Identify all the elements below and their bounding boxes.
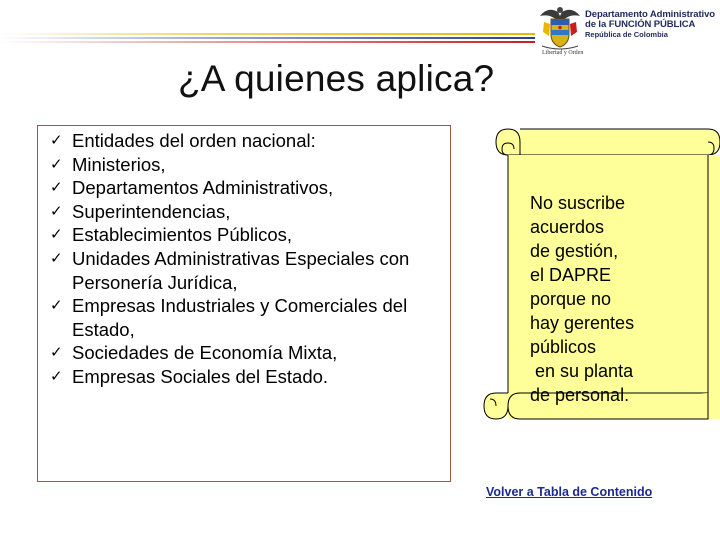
- check-icon: ✓: [50, 178, 63, 197]
- logo-text: [585, 10, 715, 40]
- dafp-logo: [538, 2, 718, 62]
- check-icon: ✓: [50, 343, 63, 362]
- list-item-text: Superintendencias,: [72, 200, 231, 222]
- entity-list: [50, 129, 450, 389]
- coat-of-arms-icon: [538, 2, 582, 52]
- list-item-text: Ministerios,: [72, 153, 166, 175]
- list-item: [50, 223, 450, 247]
- logo-motto: Libertad y Orden: [542, 50, 584, 56]
- check-icon: ✓: [50, 366, 63, 385]
- slide-title: ¿A quienes aplica?: [178, 58, 495, 99]
- list-item: [50, 341, 450, 365]
- list-item-text: Unidades Administrativas Especiales con Personería Jurídica,: [72, 247, 410, 293]
- list-item: [50, 247, 450, 294]
- header-bar-blue: [0, 37, 535, 39]
- logo-line-2: de la FUNCIÓN PÚBLICA: [585, 19, 696, 30]
- logo-line-1: Departamento Administrativo: [585, 9, 715, 20]
- list-item: [50, 153, 450, 177]
- list-item: [50, 176, 450, 200]
- list-item: [50, 200, 450, 224]
- list-item-text: Entidades del orden nacional:: [72, 130, 316, 151]
- list-item: [50, 365, 450, 389]
- list-item: [50, 129, 450, 153]
- check-icon: ✓: [50, 225, 63, 244]
- check-icon: ✓: [50, 296, 63, 315]
- header-bar-yellow: [0, 33, 535, 35]
- list-item-text: Empresas Industriales y Comerciales del Estado,: [72, 295, 408, 340]
- scroll-callout: [476, 125, 720, 430]
- list-item-text: Establecimientos Públicos,: [72, 224, 293, 246]
- check-icon: ✓: [50, 131, 63, 149]
- list-item-text: Sociedades de Economía Mixta,: [72, 342, 338, 364]
- header-bar-red: [0, 41, 535, 43]
- back-to-contents-link[interactable]: Volver a Tabla de Contenido: [486, 485, 653, 499]
- list-item: [50, 294, 450, 341]
- list-item-text: Empresas Sociales del Estado.: [72, 365, 329, 387]
- logo-line-3: República de Colombia: [585, 30, 668, 39]
- check-icon: ✓: [50, 154, 63, 173]
- check-icon: ✓: [50, 248, 63, 267]
- scroll-text: No suscribe acuerdos de gestión, el DAPRE porque no hay gerentes públicos en su planta de personal.: [530, 193, 635, 405]
- list-item-text: Departamentos Administrativos,: [72, 177, 334, 199]
- check-icon: ✓: [50, 201, 63, 220]
